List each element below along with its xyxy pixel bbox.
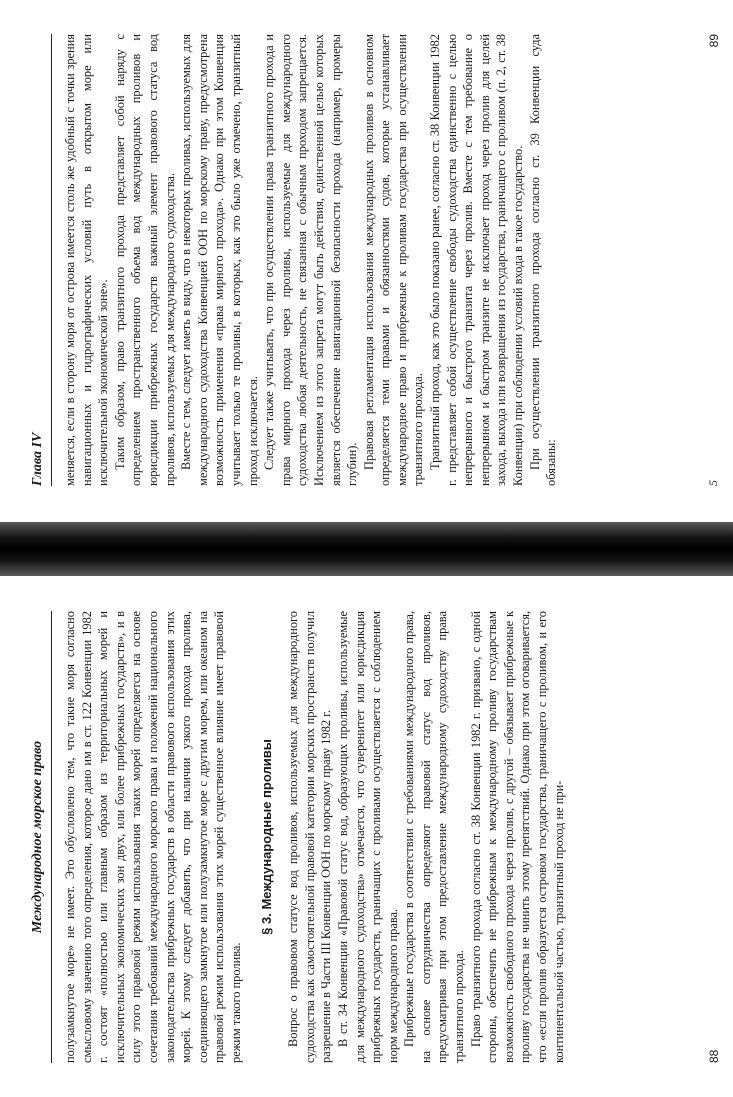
paragraph: Вопрос о правовом статусе вод проливов, используемых для международного судоходства как самостоятельной правовой категории морских пространств получил разрешение в Части III Конвенции ООН по морскому праву 1982 г. [286, 611, 334, 1063]
right-page [0, 0, 733, 520]
running-head-left: Международное морское право [28, 611, 52, 1063]
right-page-text [62, 34, 560, 486]
paragraph: меняется, если в сторону моря от острова имеется столь же удобный с точки зрения навигационных и гидрографических условий путь в открытом море или исключительной экономической зоне». [63, 34, 111, 486]
page-number-left: 88 [707, 1049, 721, 1063]
margin-mark: 5 [706, 480, 720, 486]
book-gutter [0, 522, 733, 576]
paragraph: Прибрежные государства в соответствии с требованиями международного права, на основе сотрудничества определяют правовой статус вод проливов, предусматривая при этом предоставление международному судоходству права транзитного прохода. [402, 611, 467, 1063]
paragraph: Транзитный проход, как это было показано ранее, согласно ст. 38 Конвенции 1982 г. представляет собой осуществление свободы судоходства единственно с целью непрерывного и быстрого транзита через пролив. Вместе с тем требование о непрерывном и быстром транзите не исключает проход через пролив для целей захода, выхода или возвращения из государства, граничащего с проливом (п. 2, ст. 38 Конвенции) при соблюдении условий входа в такое государство. [428, 34, 526, 486]
paragraph: Вместе с тем, следует иметь в виду, что в некоторых проливах, используемых для международного судоходства Конвенцией ООН по морскому праву, предусмотрена возможность применения «права мирного прохода». Однако при этом Конвенция учитывает только те проливы, в которых, как это было уже отмечено, транзитный проход исключается. [179, 34, 260, 486]
running-head-right: Глава IV [28, 34, 52, 486]
section-title: § 3. Международные проливы [258, 739, 274, 935]
paragraph: Право транзитного прохода согласно ст. 38 Конвенции 1982 г. призвано, с одной стороны, обеспечить не прибрежным к международному проливу государствам возможность свободного прохода через пролив, с другой – обязывает прибрежные к проливу государства не чинить этому препятствий. Однако при этом оговаривается, что «если пролив образуется островом государства, граничащего с проливом, и его континентальной частью, транзитный проход не при- [468, 611, 566, 1063]
paragraph: полузамкнутое море» не имеет. Это обусловлено тем, что такие моря согласно смысловому значению того определения, которое дано им в ст. 122 Конвенции 1982 г. состоят «полностью или главным образом из территориальных морей и исключительных экономических зон двух, или более прибрежных государств», и в силу этого правовой режим использования таких морей определяется на основе сочетания требований международного морского права и положений национального законодательства прибрежных государств в области правового использования этих морей. К этому следует добавить, что при наличии узкого прохода пролива, соединяющего замкнутое или полузамкнутое море с другим морем, или океаном на правовой режим использования этих морей существенное влияние имеет правовой режим такого пролива. [63, 611, 243, 1063]
paragraph: В ст. 34 Конвенции «Правовой статус вод, образующих проливы, используемые для международного судоходства» отмечается, что суверенитет или юрисдикция прибрежных государств, граничащих с проливами осуществляется с соблюдением норм международного права. [335, 611, 400, 1063]
paragraph: Таким образом, право транзитного прохода представляет собой наряду с определением пространственного объема вод международных проливов и юрисдикции прибрежных государств важный элемент правового статуса вод проливов, используемых для международного судоходства. [112, 34, 177, 486]
paragraph: Следует также учитывать, что при осуществлении права транзитного прохода и права мирного прохода через проливы, используемые для международного судоходства любая деятельность, не связанная с обычным проходом запрещается. Исключением из этого запрета могут быть действия, единственной целью которых является обеспечение навигационной безопасности прохода (например, промеры глубин). [262, 34, 360, 486]
left-page-text [62, 611, 567, 1063]
paragraph: Правовая регламентация использования международных проливов в основном определяется теми правами и обязанностями судов, которые устанавливает международное право и прибрежные к проливам государства при осуществлении транзитного прохода. [361, 34, 426, 486]
paragraph: При осуществлении транзитного прохода согласно ст. 39 Конвенции суда обязаны: [527, 34, 559, 486]
left-page [0, 577, 733, 1097]
page-number-right: 89 [707, 34, 721, 48]
